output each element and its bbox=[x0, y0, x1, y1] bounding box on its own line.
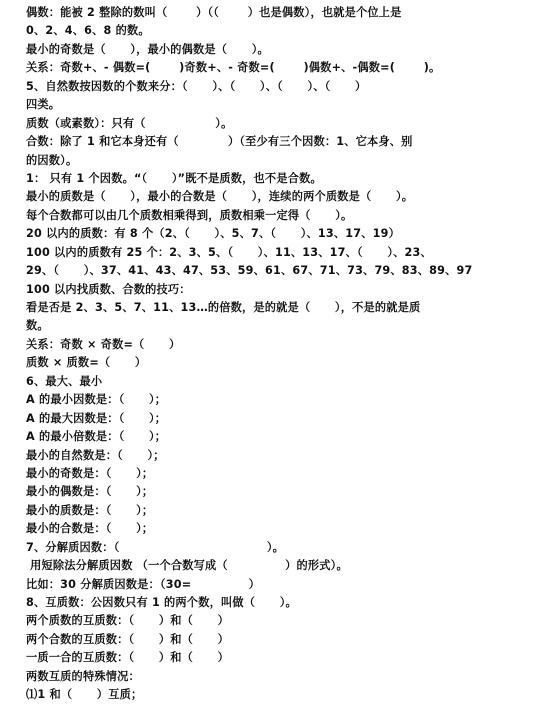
text-line: 1： 只有 1 个因数。“（ ）”既不是质数，也不是合数。 bbox=[26, 171, 322, 185]
text-line: 7、分解质因数：（ ）。 bbox=[26, 540, 285, 554]
text-line: 最小的质数是：（ ）； bbox=[26, 503, 154, 517]
text-line: 数。 bbox=[26, 319, 49, 333]
text-line: 100 以内的质数有 25 个：2、3、5、（ ）、11、13、17、（ ）、23、 bbox=[26, 245, 432, 259]
text-line: 100 以内找质数、合数的技巧： bbox=[26, 282, 191, 296]
text-line: ⑴1 和（ ）互质； bbox=[26, 688, 143, 702]
text-line: 最小的自然数是：（ ）； bbox=[26, 448, 165, 462]
text-line: 关系：奇数 × 奇数=（ ） bbox=[26, 337, 181, 351]
text-line: 两个合数的互质数：（ ）和（ ） bbox=[26, 632, 229, 646]
text-line: 8、互质数：公因数只有 1 的两个数，叫做（ ）。 bbox=[26, 596, 297, 609]
text-line: 最小的偶数是：（ ）； bbox=[26, 485, 154, 499]
text-line: 两个质数的互质数：（ ）和（ ） bbox=[26, 614, 229, 628]
text-line: 一质一合的互质数：（ ）和（ ） bbox=[26, 651, 229, 665]
text-line: 四类。 bbox=[26, 98, 61, 112]
text-line: 0、2、4、6、8 的数。 bbox=[26, 24, 150, 38]
text-line: 质数（或素数）：只有（ ）。 bbox=[26, 116, 233, 130]
worksheet-text bbox=[26, 4, 542, 705]
text-line: 最小的奇数是：（ ）； bbox=[26, 466, 154, 480]
text-line: 关系：奇数+、- 偶数=( )奇数+、- 奇数=( )偶数+、-偶数=( )。 bbox=[26, 61, 441, 75]
text-line: 质数 × 质数=（ ） bbox=[26, 356, 147, 370]
text-line: 合数：除了 1 和它本身还有（ ）（至少有三个因数：1、它本身、别 bbox=[26, 135, 413, 149]
text-line: 20 以内的质数：有 8 个（2、（ ）、5、7、（ ）、13、17、19） bbox=[26, 227, 400, 241]
text-line: 最小的奇数是（ ），最小的偶数是（ ）。 bbox=[26, 42, 269, 56]
text-line: 偶数：能被 2 整除的数叫（ ）（（ ）也是偶数），也就是个位上是 bbox=[26, 6, 402, 19]
text-line: 最小的合数是：（ ）； bbox=[26, 522, 154, 536]
text-line: 5、自然数按因数的个数来分：（ ）、（ ）、（ ）、（ ） bbox=[26, 79, 367, 93]
text-line: A 的最大因数是：（ ）； bbox=[26, 411, 167, 425]
text-line: 用短除法分解质因数 （一个合数写成（ ）的形式）。 bbox=[26, 559, 348, 573]
text-line: A 的最小因数是：（ ）； bbox=[26, 393, 167, 407]
text-line: A 的最小倍数是：（ ）； bbox=[26, 430, 167, 444]
text-line: 6、最大、最小 bbox=[26, 374, 103, 388]
text-line: 的因数）。 bbox=[26, 153, 78, 167]
text-line: 最小的质数是（ ），最小的合数是（ ），连续的两个质数是（ ）。 bbox=[26, 190, 414, 204]
text-line: 看是否是 2、3、5、7、11、13…的倍数，是的就是（ ），不是的就是质 bbox=[26, 301, 421, 314]
text-line: 每个合数都可以由几个质数相乘得到，质数相乘一定得（ ）。 bbox=[26, 208, 353, 222]
text-line: 比如：30 分解质因数是：（30= ） bbox=[26, 577, 260, 591]
text-line: 29、（ ）、37、41、43、47、53、59、61、67、71、73、79、83、89、97 bbox=[26, 264, 473, 278]
text-line: 两数互质的特殊情况： bbox=[26, 669, 140, 683]
